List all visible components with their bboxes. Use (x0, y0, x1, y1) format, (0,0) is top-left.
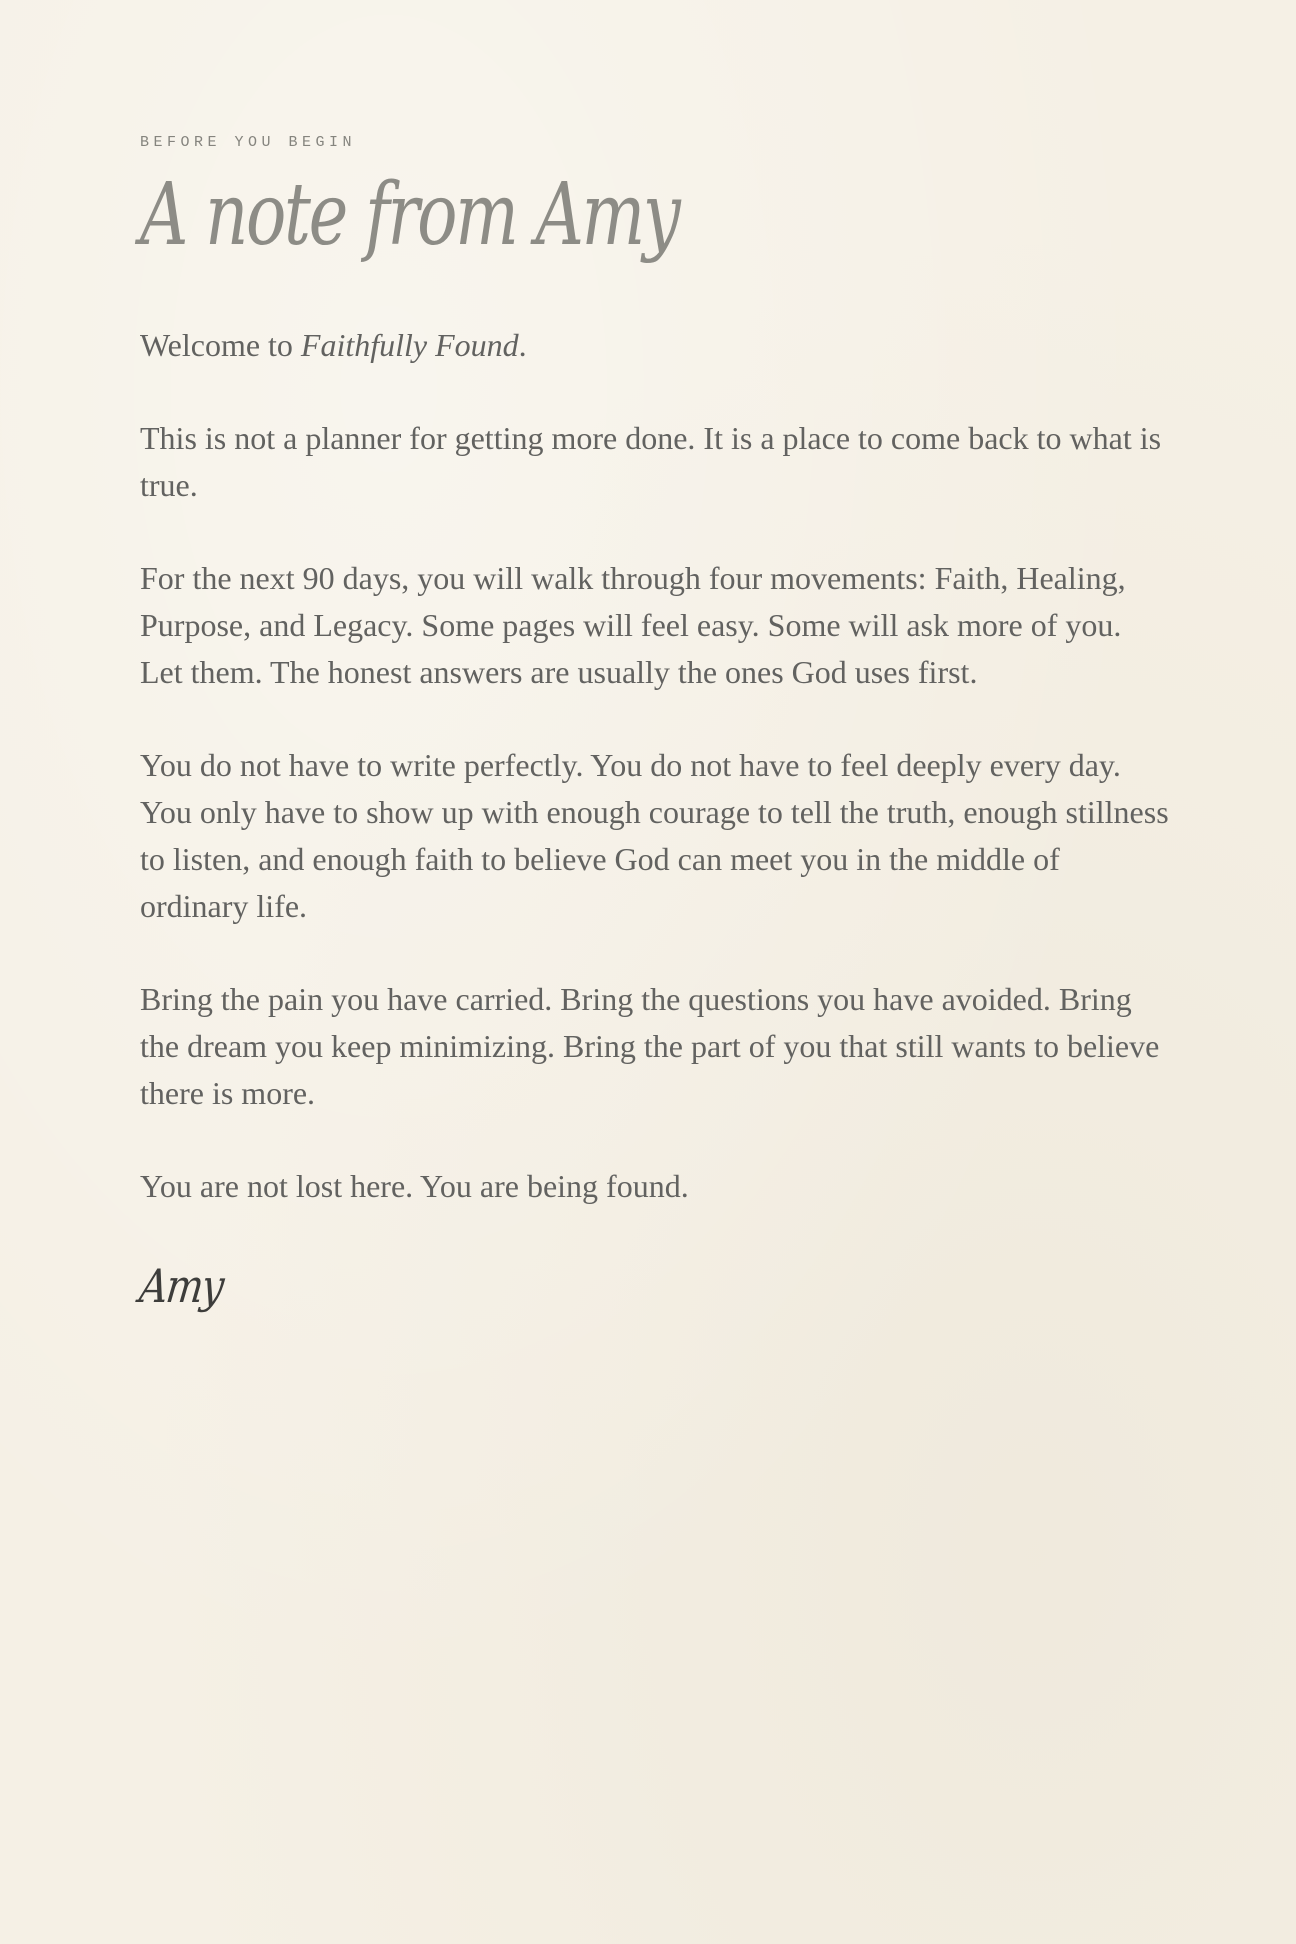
welcome-line (140, 322, 1170, 369)
letter-page (136, 130, 1170, 1316)
paragraph-invitation: Bring the pain you have carried. Bring the questions you have avoided. Bring the dream you keep minimizing. Bring the part of you that still wants to believe there is more. (140, 981, 1160, 1111)
welcome-prefix: Welcome to (140, 327, 301, 363)
paragraph-purpose: This is not a planner for getting more done. It is a place to come back to what is true. (140, 420, 1162, 503)
section-eyebrow: BEFORE YOU BEGIN (140, 134, 357, 151)
planner-name: Faithfully Found (300, 327, 519, 363)
letter-body (140, 322, 1170, 1210)
paragraph-encouragement: You do not have to write perfectly. You do not have to feel deeply every day. You only have to show up with enough courage to tell the truth, enough stillness to listen, and enough faith to believe God can meet you in the middle of ordinary life. (140, 747, 1169, 924)
page-title: A note from Amy (140, 165, 679, 265)
paragraph-closing: You are not lost here. You are being found. (140, 1168, 689, 1204)
signature: Amy (136, 1259, 226, 1313)
welcome-suffix: . (518, 327, 527, 363)
paragraph-movements: For the next 90 days, you will walk through four movements: Faith, Healing, Purpose, and Legacy. Some pages will feel easy. Some will ask more of you. Let them. The honest answers are usually the ones God uses first. (140, 560, 1126, 690)
